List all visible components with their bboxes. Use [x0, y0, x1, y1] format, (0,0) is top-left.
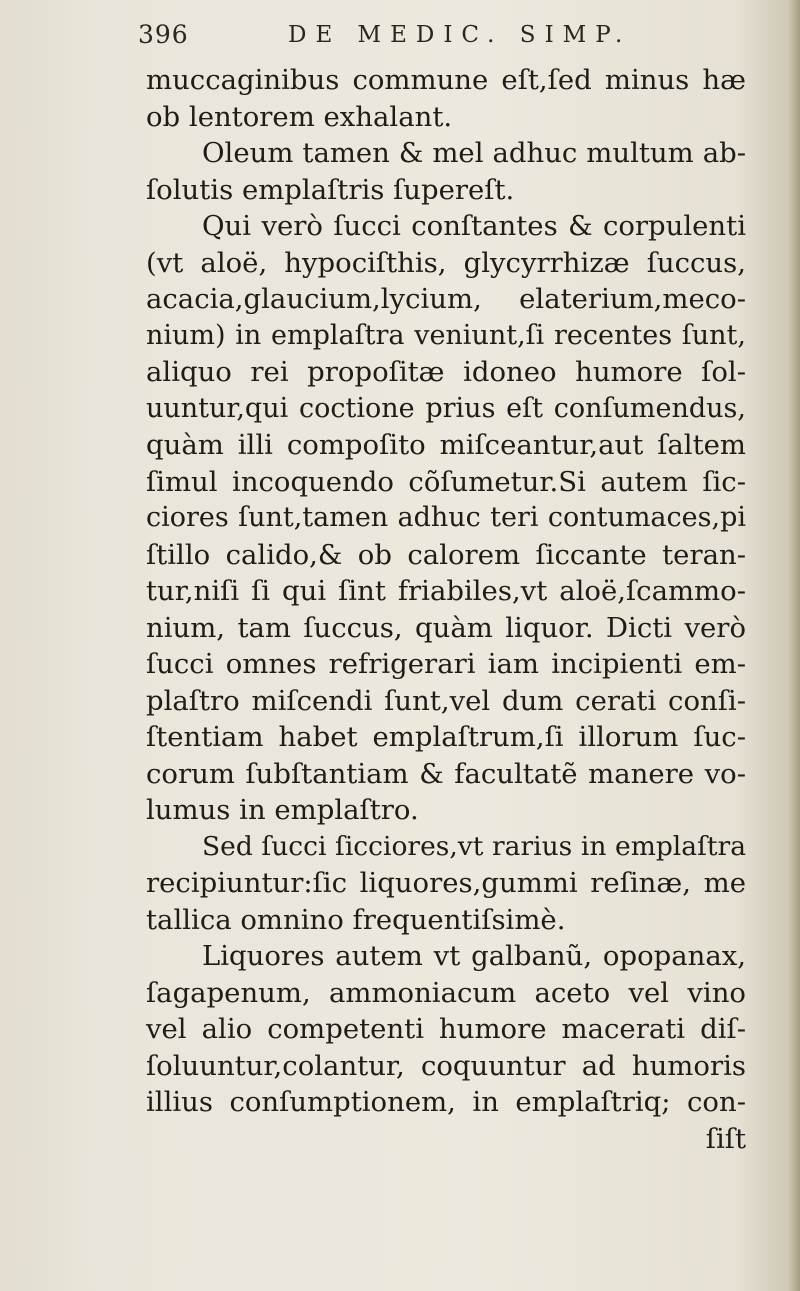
text-line: vel alio competenti humore macerati diſ-	[146, 1013, 746, 1045]
text-line: Oleum tamen & mel adhuc multum ab-	[202, 137, 746, 169]
text-line: illius conſumptionem, in emplaſtriq; con-	[146, 1086, 746, 1118]
text-line: plaſtro miſcendi ſunt,vel dum cerati conſi-	[146, 684, 746, 717]
text-line: quàm illi compoſito miſceantur,aut ſaltem	[146, 429, 746, 461]
catchword: ſiſt	[705, 1122, 746, 1155]
text-line: ſtillo calido,& ob calorem ſiccante teran-	[146, 538, 746, 571]
body-text	[146, 62, 746, 1157]
text-line: ciores ſunt,tamen adhuc teri contumaces,pi	[146, 502, 746, 533]
text-line: tur,niſi ſi qui ſint friabiles,vt aloë,ſcammo-	[146, 575, 746, 607]
text-line: ſoluuntur,colantur, coquuntur ad humoris	[146, 1049, 746, 1082]
text-line: Liquores autem vt galbanũ, opopanax,	[202, 940, 746, 972]
text-line: muccaginibus commune eſt,ſed minus hæ	[146, 64, 746, 96]
page-edge-shadow	[786, 0, 800, 1291]
text-line: ſimul incoquendo cõſumetur.Si autem ſic-	[146, 465, 746, 498]
text-line: Sed ſucci ſicciores,vt rarius in emplaſtra	[202, 830, 746, 862]
text-line: ſagapenum, ammoniacum aceto vel vino	[146, 976, 746, 1009]
text-line: Qui verò ſucci conſtantes & corpulenti	[202, 210, 746, 242]
text-line: recipiuntur:ſic liquores,gummi reſinæ, me	[146, 867, 746, 899]
text-line: lumus in emplaſtro.	[146, 794, 419, 826]
text-line: (vt aloë, hypociſthis, glycyrrhizæ ſuccus,	[146, 246, 746, 279]
text-line: uuntur,qui coctione prius eſt conſumendus,	[146, 392, 746, 424]
text-line: ſucci omnes refrigerari iam incipienti em-	[146, 648, 746, 680]
text-line: nium) in emplaſtra veniunt,ſi recentes ſunt,	[146, 319, 746, 351]
text-line: tallica omnino frequentiſsimè.	[146, 903, 566, 936]
text-line: ſolutis emplaſtris ſupereſt.	[146, 173, 515, 206]
text-line: ob lentorem exhalant.	[146, 100, 453, 133]
text-line: ſtentiam habet emplaſtrum,ſi illorum ſuc-	[146, 721, 746, 753]
text-line: corum ſubſtantiam & facultatẽ manere vo-	[146, 757, 746, 790]
page-number: 396	[138, 20, 189, 49]
text-line: acacia,glaucium,lycium, elaterium,meco-	[146, 283, 746, 315]
running-head	[138, 20, 738, 60]
text-line: aliquo rei propoſitæ idoneo humore ſol-	[146, 356, 746, 388]
running-title: DE MEDIC. SIMP.	[288, 22, 632, 48]
text-line: nium, tam ſuccus, quàm liquor. Dicti verò	[146, 611, 746, 644]
